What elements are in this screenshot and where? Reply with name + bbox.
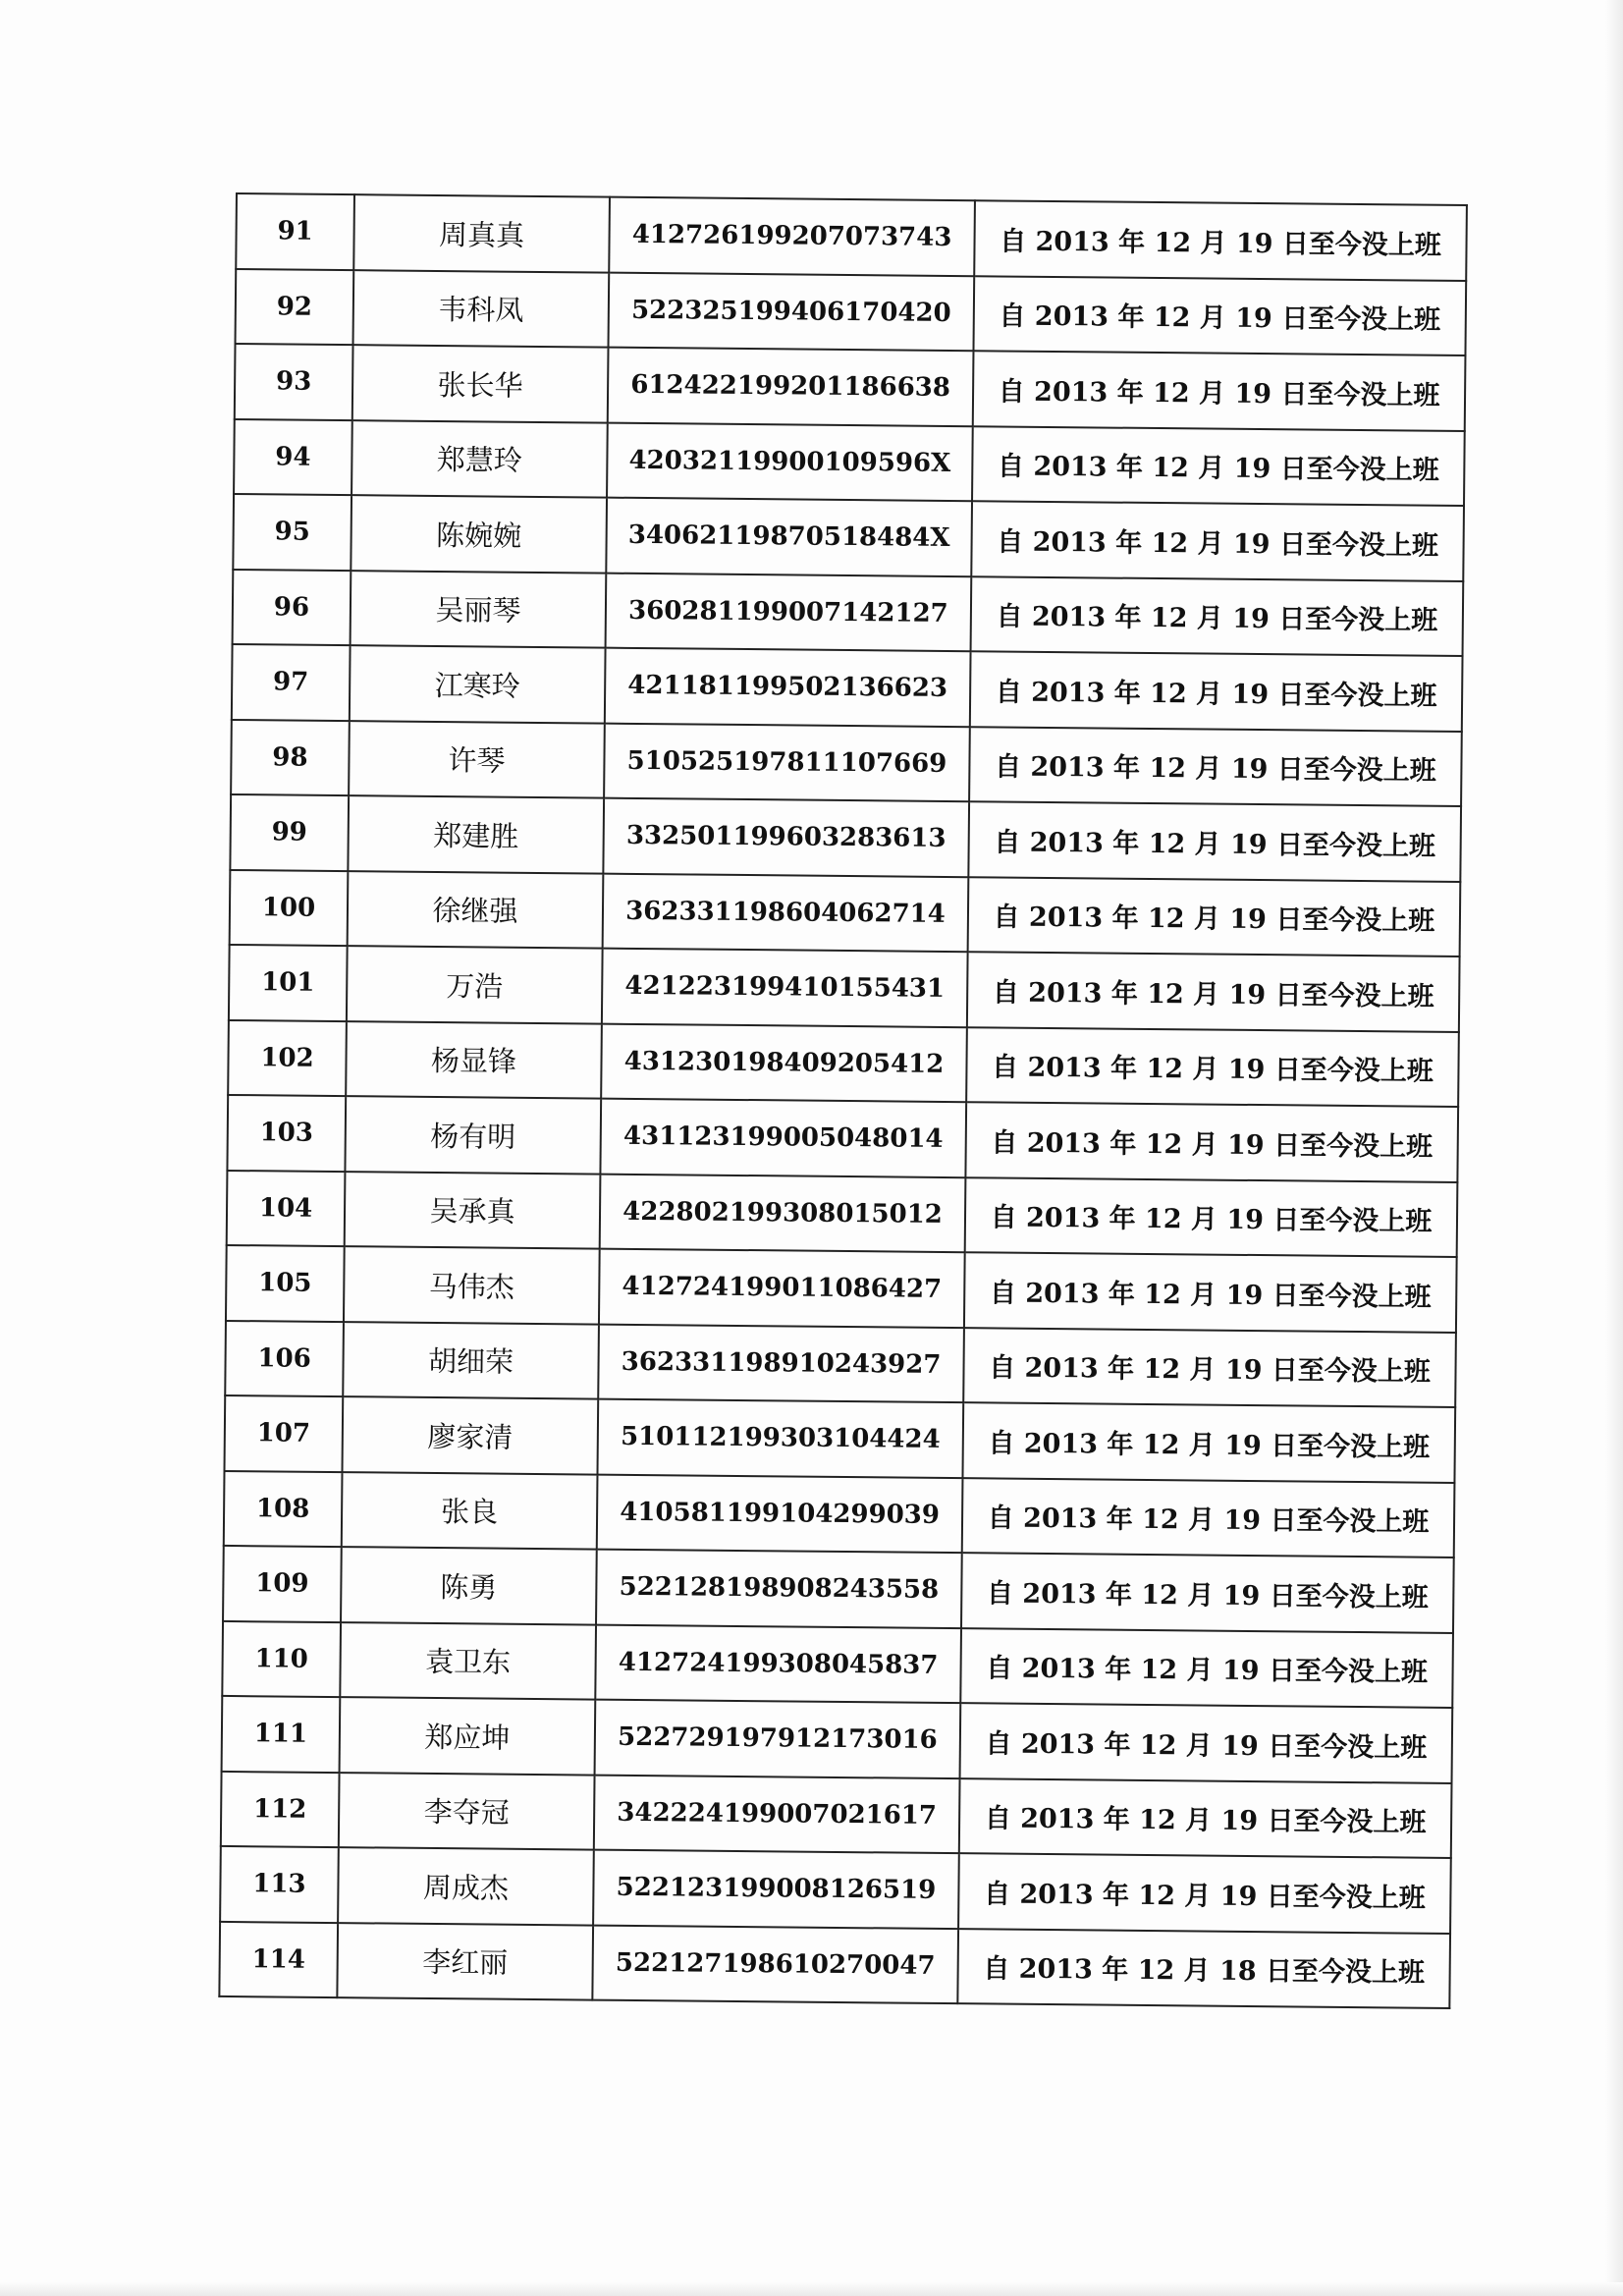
status-cell: 自 2013 年 12 月 19 日至今没上班 bbox=[972, 426, 1465, 506]
table-row bbox=[230, 794, 1461, 882]
employee-name-cell: 周成杰 bbox=[338, 1847, 594, 1925]
id-number-cell: 522128198908243558 bbox=[596, 1550, 962, 1628]
status-cell: 自 2013 年 12 月 19 日至今没上班 bbox=[960, 1703, 1453, 1782]
status-cell: 自 2013 年 12 月 19 日至今没上班 bbox=[962, 1478, 1455, 1558]
status-cell: 自 2013 年 12 月 19 日至今没上班 bbox=[962, 1402, 1455, 1482]
row-number-cell: 98 bbox=[231, 719, 350, 795]
table-body bbox=[219, 193, 1467, 2008]
id-number-cell: 42032119900109596X bbox=[607, 422, 973, 501]
status-cell: 自 2013 年 12 月 19 日至今没上班 bbox=[971, 576, 1464, 656]
id-number-cell: 522127198610270047 bbox=[592, 1925, 958, 2003]
id-number-cell: 412724199308045837 bbox=[595, 1624, 961, 1703]
employee-name-cell: 徐继强 bbox=[348, 871, 604, 949]
status-cell: 自 2013 年 12 月 19 日至今没上班 bbox=[961, 1553, 1454, 1632]
row-number-cell: 91 bbox=[236, 193, 354, 270]
id-number-cell: 522325199406170420 bbox=[609, 272, 975, 351]
employee-name-cell: 陈勇 bbox=[341, 1547, 597, 1624]
table-row bbox=[230, 869, 1461, 957]
status-cell: 自 2013 年 12 月 19 日至今没上班 bbox=[958, 1853, 1451, 1933]
row-number-cell: 104 bbox=[227, 1170, 346, 1246]
id-number-cell: 342224199007021617 bbox=[594, 1775, 960, 1853]
employee-name-cell: 万浩 bbox=[347, 946, 603, 1023]
id-number-cell: 412724199011086427 bbox=[599, 1249, 965, 1328]
row-number-cell: 105 bbox=[226, 1245, 345, 1322]
status-cell: 自 2013 年 12 月 19 日至今没上班 bbox=[966, 1027, 1459, 1107]
table-row bbox=[236, 193, 1467, 281]
id-number-cell: 412726199207073743 bbox=[609, 197, 975, 276]
employee-name-cell: 李红丽 bbox=[337, 1923, 593, 2000]
table-row bbox=[225, 1395, 1456, 1483]
row-number-cell: 108 bbox=[224, 1470, 343, 1547]
table-row bbox=[232, 644, 1463, 732]
employee-name-cell: 吴丽琴 bbox=[351, 571, 607, 648]
table-row bbox=[226, 1245, 1457, 1333]
table-row bbox=[233, 569, 1464, 656]
table-row bbox=[219, 1921, 1450, 2008]
row-number-cell: 103 bbox=[227, 1095, 346, 1172]
id-number-cell: 421181199502136623 bbox=[605, 648, 971, 727]
row-number-cell: 95 bbox=[233, 494, 352, 571]
row-number-cell: 110 bbox=[222, 1620, 341, 1697]
row-number-cell: 102 bbox=[228, 1019, 347, 1096]
page-bottom-edge bbox=[0, 2282, 1623, 2296]
table-row bbox=[228, 1019, 1459, 1107]
employee-name-cell: 郑应坤 bbox=[340, 1697, 596, 1775]
table-row bbox=[234, 418, 1465, 506]
table-row bbox=[227, 1170, 1458, 1257]
id-number-cell: 522123199008126519 bbox=[593, 1850, 959, 1929]
row-number-cell: 96 bbox=[233, 569, 352, 645]
status-cell: 自 2013 年 12 月 19 日至今没上班 bbox=[974, 200, 1467, 280]
table-row bbox=[221, 1771, 1452, 1858]
row-number-cell: 112 bbox=[221, 1771, 340, 1847]
row-number-cell: 99 bbox=[230, 794, 349, 871]
table-row bbox=[223, 1546, 1454, 1633]
status-cell: 自 2013 年 12 月 19 日至今没上班 bbox=[970, 651, 1463, 731]
table-row bbox=[233, 494, 1464, 581]
table-row bbox=[231, 719, 1462, 806]
table-row bbox=[235, 344, 1466, 431]
employee-name-cell: 江寒玲 bbox=[350, 645, 606, 723]
status-cell: 自 2013 年 12 月 19 日至今没上班 bbox=[971, 501, 1464, 580]
row-number-cell: 106 bbox=[225, 1320, 344, 1396]
employee-name-cell: 杨显锋 bbox=[346, 1021, 602, 1099]
table-row bbox=[222, 1620, 1453, 1708]
row-number-cell: 97 bbox=[232, 644, 351, 721]
row-number-cell: 111 bbox=[222, 1696, 341, 1773]
employee-name-cell: 周真真 bbox=[353, 194, 610, 272]
employee-table-container bbox=[218, 192, 1458, 2009]
id-number-cell: 422802199308015012 bbox=[600, 1174, 966, 1252]
id-number-cell: 510525197811107669 bbox=[604, 723, 970, 801]
row-number-cell: 109 bbox=[223, 1546, 342, 1622]
employee-table bbox=[218, 192, 1468, 2009]
id-number-cell: 360281199007142127 bbox=[606, 573, 972, 651]
table-row bbox=[236, 269, 1467, 356]
id-number-cell: 34062119870518484X bbox=[606, 498, 972, 576]
status-cell: 自 2013 年 12 月 19 日至今没上班 bbox=[973, 351, 1466, 430]
id-number-cell: 421223199410155431 bbox=[602, 949, 968, 1027]
status-cell: 自 2013 年 12 月 19 日至今没上班 bbox=[968, 801, 1461, 881]
id-number-cell: 362331198910243927 bbox=[598, 1324, 964, 1402]
status-cell: 自 2013 年 12 月 19 日至今没上班 bbox=[973, 276, 1466, 355]
employee-name-cell: 郑建胜 bbox=[348, 795, 604, 873]
employee-name-cell: 马伟杰 bbox=[344, 1246, 600, 1324]
row-number-cell: 100 bbox=[230, 869, 349, 946]
status-cell: 自 2013 年 12 月 19 日至今没上班 bbox=[965, 1102, 1458, 1181]
status-cell: 自 2013 年 12 月 18 日至今没上班 bbox=[957, 1929, 1450, 2008]
employee-name-cell: 韦科凤 bbox=[353, 270, 610, 348]
employee-name-cell: 许琴 bbox=[349, 721, 605, 798]
row-number-cell: 94 bbox=[234, 418, 352, 495]
employee-name-cell: 李夺冠 bbox=[339, 1773, 595, 1850]
status-cell: 自 2013 年 12 月 19 日至今没上班 bbox=[965, 1177, 1458, 1257]
id-number-cell: 431230198409205412 bbox=[601, 1023, 967, 1102]
row-number-cell: 92 bbox=[236, 269, 354, 346]
row-number-cell: 113 bbox=[220, 1846, 339, 1923]
status-cell: 自 2013 年 12 月 19 日至今没上班 bbox=[960, 1628, 1453, 1708]
employee-name-cell: 陈婉婉 bbox=[351, 495, 607, 573]
status-cell: 自 2013 年 12 月 19 日至今没上班 bbox=[969, 727, 1462, 806]
table-row bbox=[220, 1846, 1451, 1934]
status-cell: 自 2013 年 12 月 19 日至今没上班 bbox=[968, 877, 1461, 957]
id-number-cell: 522729197912173016 bbox=[595, 1700, 961, 1778]
id-number-cell: 510112199303104424 bbox=[597, 1399, 963, 1478]
employee-name-cell: 廖家清 bbox=[343, 1396, 599, 1474]
id-number-cell: 332501199603283613 bbox=[603, 798, 969, 877]
employee-name-cell: 张良 bbox=[342, 1472, 598, 1550]
row-number-cell: 93 bbox=[235, 344, 353, 420]
table-row bbox=[222, 1696, 1453, 1783]
status-cell: 自 2013 年 12 月 19 日至今没上班 bbox=[963, 1328, 1456, 1407]
employee-name-cell: 袁卫东 bbox=[340, 1622, 596, 1700]
row-number-cell: 114 bbox=[219, 1921, 338, 1997]
row-number-cell: 107 bbox=[225, 1395, 344, 1472]
table-row bbox=[229, 945, 1460, 1032]
table-row bbox=[227, 1095, 1458, 1182]
table-row bbox=[225, 1320, 1456, 1407]
employee-name-cell: 张长华 bbox=[352, 345, 609, 422]
employee-name-cell: 胡细荣 bbox=[343, 1322, 599, 1399]
status-cell: 自 2013 年 12 月 19 日至今没上班 bbox=[967, 952, 1460, 1031]
employee-name-cell: 杨有明 bbox=[345, 1096, 601, 1174]
id-number-cell: 410581199104299039 bbox=[597, 1474, 963, 1553]
row-number-cell: 101 bbox=[229, 945, 348, 1021]
id-number-cell: 612422199201186638 bbox=[608, 348, 974, 426]
table-row bbox=[224, 1470, 1455, 1558]
id-number-cell: 362331198604062714 bbox=[603, 873, 969, 952]
page-edge-shadow bbox=[1605, 0, 1623, 2296]
employee-name-cell: 郑慧玲 bbox=[352, 420, 608, 498]
id-number-cell: 431123199005048014 bbox=[600, 1099, 966, 1177]
status-cell: 自 2013 年 12 月 19 日至今没上班 bbox=[964, 1252, 1457, 1332]
status-cell: 自 2013 年 12 月 19 日至今没上班 bbox=[959, 1778, 1452, 1858]
employee-name-cell: 吴承真 bbox=[345, 1172, 601, 1249]
